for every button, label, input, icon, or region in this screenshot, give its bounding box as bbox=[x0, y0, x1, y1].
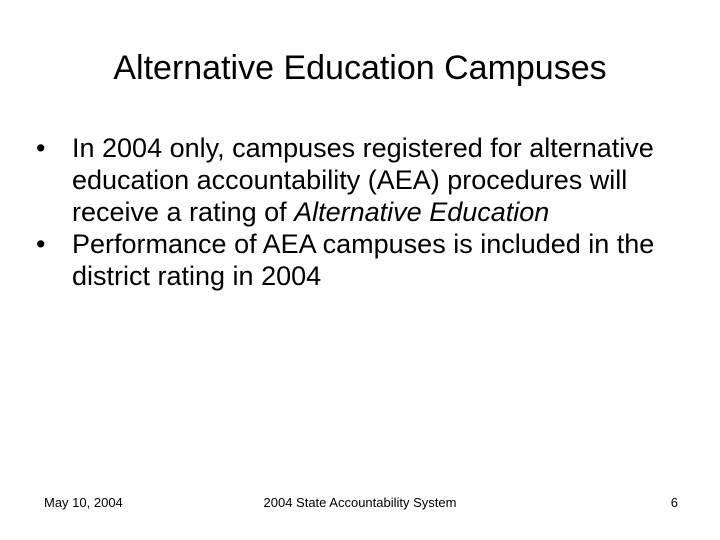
slide-title: Alternative Education Campuses bbox=[113, 49, 607, 87]
bullet-item bbox=[36, 228, 696, 292]
bullet-emphasis-text: Alternative Education bbox=[294, 197, 550, 227]
bullet-text: Performance of AEA campuses is included in the district rating in 2004 bbox=[72, 229, 655, 291]
bullet-marker: • bbox=[36, 133, 46, 163]
bullet-marker: • bbox=[36, 229, 46, 259]
bullet-item bbox=[36, 132, 696, 228]
bullet-list bbox=[36, 132, 696, 292]
footer-title: 2004 State Accountability System bbox=[263, 495, 457, 510]
page-number: 6 bbox=[670, 495, 678, 510]
bullet-text: In 2004 only, campuses registered for alternative education accountability (AEA) procedures will receive a rating of bbox=[72, 133, 654, 227]
footer-date: May 10, 2004 bbox=[44, 495, 123, 510]
